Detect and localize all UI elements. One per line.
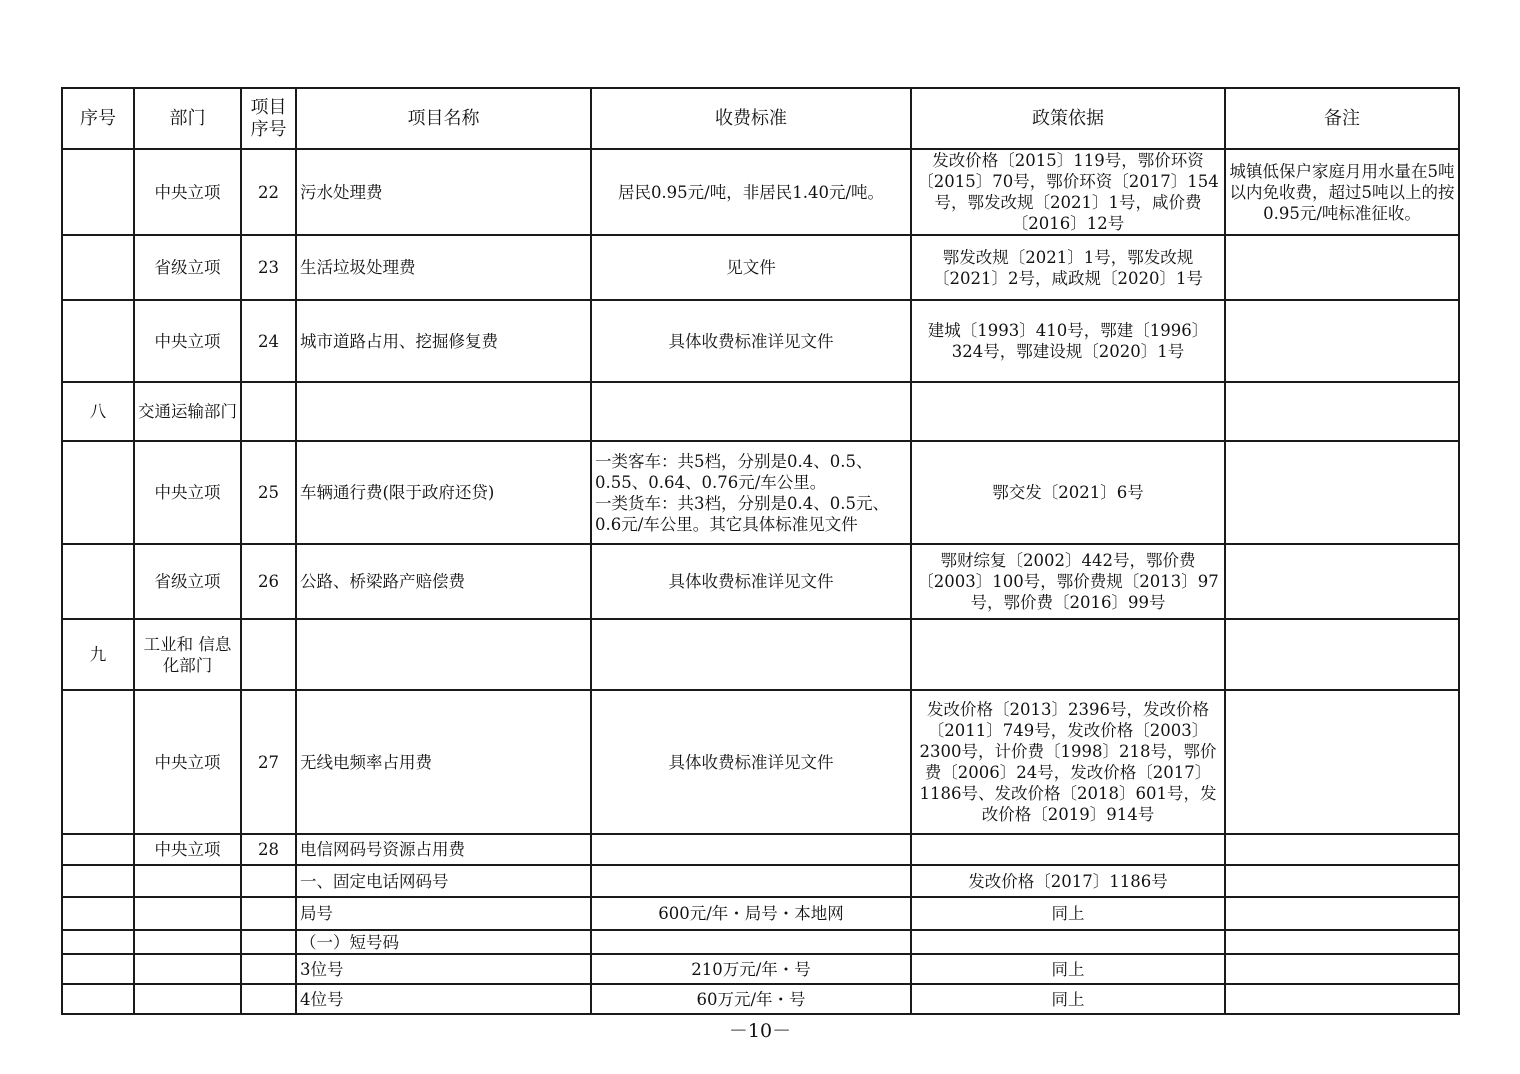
table-body xyxy=(62,149,1459,1014)
item-name-cell: 生活垃圾处理费 xyxy=(296,235,591,300)
dept-cell xyxy=(134,984,241,1014)
note-cell xyxy=(1225,834,1459,865)
fee-table xyxy=(61,87,1460,1015)
dept-cell: 中央立项 xyxy=(134,300,241,382)
item-name-cell xyxy=(296,619,591,690)
policy-basis-cell xyxy=(911,382,1225,441)
row-no-cell xyxy=(62,834,134,865)
table-row xyxy=(62,865,1459,897)
item-no-cell: 24 xyxy=(241,300,296,382)
policy-basis-cell: 发改价格〔2017〕1186号 xyxy=(911,865,1225,897)
note-cell: 城镇低保户家庭月用水量在5吨以内免收费，超过5吨以上的按0.95元/吨标准征收。 xyxy=(1225,149,1459,235)
header-standard: 收费标准 xyxy=(591,88,911,149)
table-row xyxy=(62,834,1459,865)
header-name: 项目名称 xyxy=(296,88,591,149)
note-cell xyxy=(1225,235,1459,300)
item-name-cell: 无线电频率占用费 xyxy=(296,690,591,834)
item-name-cell: 污水处理费 xyxy=(296,149,591,235)
item-name-cell: 局号 xyxy=(296,897,591,930)
dept-cell: 省级立项 xyxy=(134,544,241,619)
row-no-cell xyxy=(62,897,134,930)
dept-cell: 工业和 信息化部门 xyxy=(134,619,241,690)
table-row xyxy=(62,954,1459,984)
item-no-cell xyxy=(241,865,296,897)
dept-cell xyxy=(134,897,241,930)
item-no-cell xyxy=(241,619,296,690)
table-row xyxy=(62,897,1459,930)
item-name-cell: 一、固定电话网码号 xyxy=(296,865,591,897)
row-no-cell xyxy=(62,984,134,1014)
note-cell xyxy=(1225,984,1459,1014)
item-name-cell: 公路、桥梁路产赔偿费 xyxy=(296,544,591,619)
note-cell xyxy=(1225,897,1459,930)
item-no-cell xyxy=(241,930,296,954)
policy-basis-cell: 同上 xyxy=(911,897,1225,930)
item-name-cell: （一）短号码 xyxy=(296,930,591,954)
item-no-cell: 25 xyxy=(241,441,296,544)
item-no-cell: 28 xyxy=(241,834,296,865)
policy-basis-cell: 鄂财综复〔2002〕442号，鄂价费〔2003〕100号，鄂价费规〔2013〕97号，鄂价费〔2016〕99号 xyxy=(911,544,1225,619)
policy-basis-cell xyxy=(911,930,1225,954)
table-row xyxy=(62,149,1459,235)
header-basis: 政策依据 xyxy=(911,88,1225,149)
policy-basis-cell: 鄂交发〔2021〕6号 xyxy=(911,441,1225,544)
row-no-cell xyxy=(62,930,134,954)
row-no-cell xyxy=(62,235,134,300)
standard-cell: 具体收费标准详见文件 xyxy=(591,300,911,382)
table-row xyxy=(62,690,1459,834)
row-no-cell xyxy=(62,690,134,834)
item-no-cell: 22 xyxy=(241,149,296,235)
policy-basis-cell: 发改价格〔2013〕2396号，发改价格〔2011〕749号，发改价格〔2003〕2300号，计价费〔1998〕218号，鄂价费〔2006〕24号，发改价格〔2017〕1186号、发改价格〔2018〕601号，发改价格〔2019〕914号 xyxy=(911,690,1225,834)
item-name-cell: 城市道路占用、挖掘修复费 xyxy=(296,300,591,382)
standard-cell xyxy=(591,834,911,865)
dept-cell xyxy=(134,865,241,897)
dept-cell: 交通运输部门 xyxy=(134,382,241,441)
table-row xyxy=(62,984,1459,1014)
dept-cell: 中央立项 xyxy=(134,149,241,235)
header-row xyxy=(62,88,1459,149)
item-no-cell xyxy=(241,984,296,1014)
note-cell xyxy=(1225,441,1459,544)
policy-basis-cell: 同上 xyxy=(911,954,1225,984)
row-no-cell: 八 xyxy=(62,382,134,441)
policy-basis-cell xyxy=(911,619,1225,690)
page-number: －10－ xyxy=(728,1020,792,1042)
dept-cell: 中央立项 xyxy=(134,441,241,544)
table-row xyxy=(62,544,1459,619)
header-no: 序号 xyxy=(62,88,134,149)
row-no-cell: 九 xyxy=(62,619,134,690)
row-no-cell xyxy=(62,865,134,897)
item-name-cell: 电信网码号资源占用费 xyxy=(296,834,591,865)
row-no-cell xyxy=(62,441,134,544)
item-no-cell: 23 xyxy=(241,235,296,300)
table-row xyxy=(62,300,1459,382)
row-no-cell xyxy=(62,544,134,619)
dept-cell xyxy=(134,954,241,984)
dept-cell: 中央立项 xyxy=(134,834,241,865)
item-no-cell: 27 xyxy=(241,690,296,834)
table-row xyxy=(62,382,1459,441)
standard-cell xyxy=(591,382,911,441)
item-name-cell: 3位号 xyxy=(296,954,591,984)
standard-cell: 居民0.95元/吨，非居民1.40元/吨。 xyxy=(591,149,911,235)
standard-cell: 见文件 xyxy=(591,235,911,300)
header-note: 备注 xyxy=(1225,88,1459,149)
item-no-cell xyxy=(241,382,296,441)
table-row xyxy=(62,441,1459,544)
standard-cell: 一类客车：共5档，分别是0.4、0.5、0.55、0.64、0.76元/车公里。 一类货车：共3档，分别是0.4、0.5元、0.6元/车公里。其它具体标准见文件 xyxy=(591,441,911,544)
standard-cell: 60万元/年・号 xyxy=(591,984,911,1014)
policy-basis-cell: 发改价格〔2015〕119号，鄂价环资〔2015〕70号，鄂价环资〔2017〕154号，鄂发改规〔2021〕1号，咸价费〔2016〕12号 xyxy=(911,149,1225,235)
table-row xyxy=(62,930,1459,954)
note-cell xyxy=(1225,544,1459,619)
standard-cell: 具体收费标准详见文件 xyxy=(591,690,911,834)
policy-basis-cell xyxy=(911,834,1225,865)
standard-cell: 600元/年・局号・本地网 xyxy=(591,897,911,930)
note-cell xyxy=(1225,954,1459,984)
dept-cell: 省级立项 xyxy=(134,235,241,300)
header-dept: 部门 xyxy=(134,88,241,149)
note-cell xyxy=(1225,930,1459,954)
note-cell xyxy=(1225,300,1459,382)
item-name-cell xyxy=(296,382,591,441)
standard-cell xyxy=(591,865,911,897)
policy-basis-cell: 同上 xyxy=(911,984,1225,1014)
row-no-cell xyxy=(62,149,134,235)
row-no-cell xyxy=(62,954,134,984)
table-row xyxy=(62,235,1459,300)
note-cell xyxy=(1225,690,1459,834)
item-name-cell: 车辆通行费(限于政府还贷) xyxy=(296,441,591,544)
dept-cell: 中央立项 xyxy=(134,690,241,834)
item-no-cell: 26 xyxy=(241,544,296,619)
standard-cell xyxy=(591,930,911,954)
standard-cell: 具体收费标准详见文件 xyxy=(591,544,911,619)
header-item-no: 项目 序号 xyxy=(241,88,296,149)
standard-cell xyxy=(591,619,911,690)
item-no-cell xyxy=(241,897,296,930)
row-no-cell xyxy=(62,300,134,382)
policy-basis-cell: 鄂发改规〔2021〕1号，鄂发改规〔2021〕2号，咸政规〔2020〕1号 xyxy=(911,235,1225,300)
note-cell xyxy=(1225,382,1459,441)
item-no-cell xyxy=(241,954,296,984)
table-row xyxy=(62,619,1459,690)
policy-basis-cell: 建城〔1993〕410号，鄂建〔1996〕324号，鄂建设规〔2020〕1号 xyxy=(911,300,1225,382)
note-cell xyxy=(1225,865,1459,897)
dept-cell xyxy=(134,930,241,954)
note-cell xyxy=(1225,619,1459,690)
item-name-cell: 4位号 xyxy=(296,984,591,1014)
standard-cell: 210万元/年・号 xyxy=(591,954,911,984)
